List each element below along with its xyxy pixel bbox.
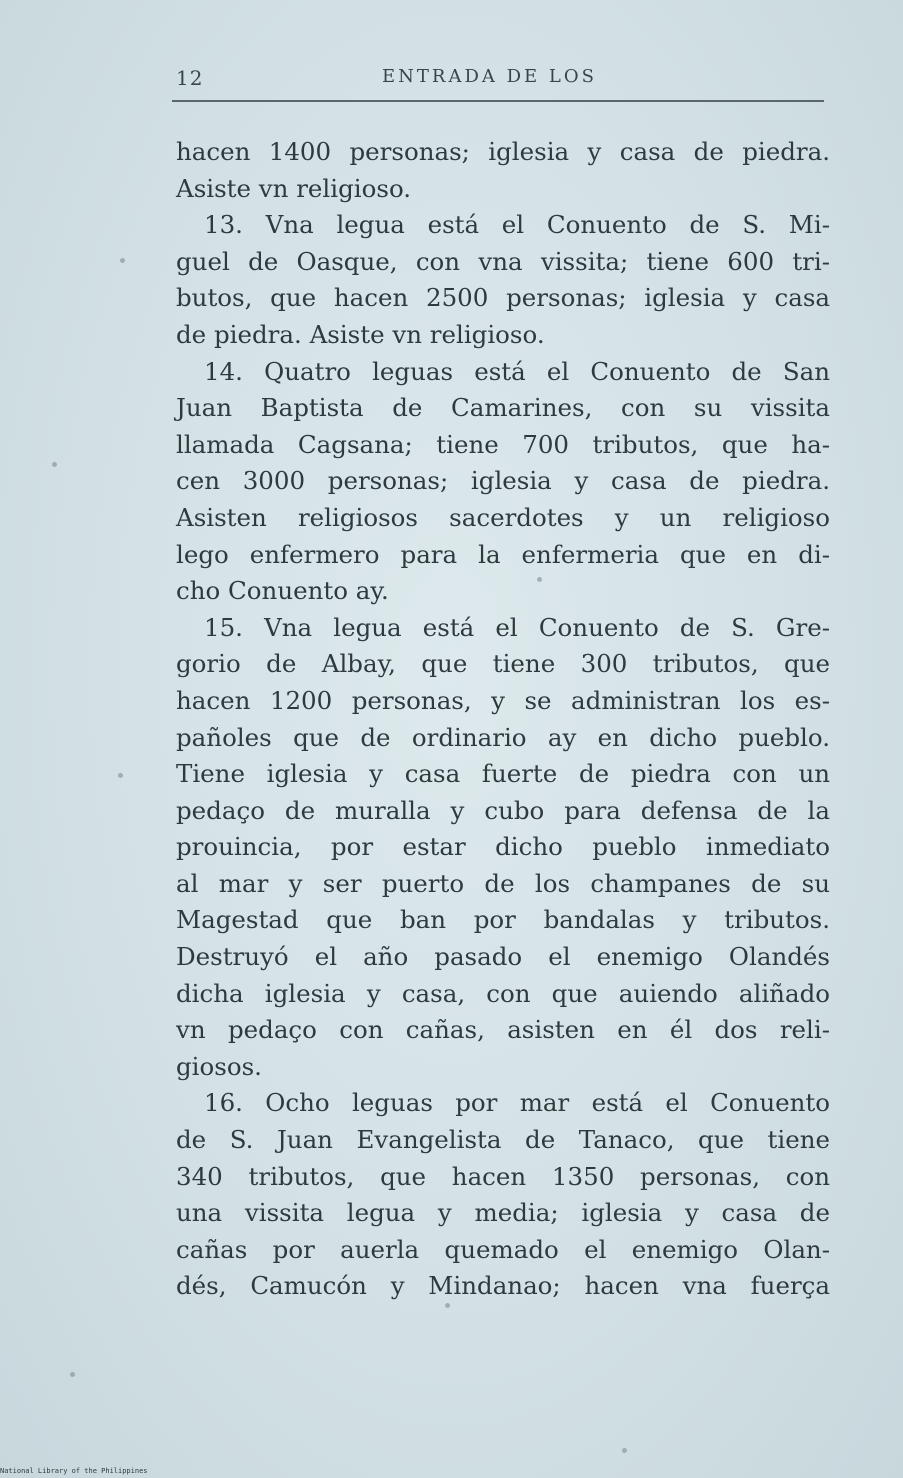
scan-speck — [70, 1372, 75, 1377]
text-line: dicha iglesia y casa, con que auiendo aliñado — [176, 978, 830, 1008]
running-head-title: ENTRADA DE LOS — [382, 66, 597, 87]
text-line: butos, que hacen 2500 personas; iglesia y casa — [176, 283, 830, 313]
text-line: Tiene iglesia y casa fuerte de piedra con un — [176, 759, 830, 789]
text-line: pañoles que de ordinario ay en dicho pueblo. — [176, 722, 830, 752]
footer-credit: National Library of the Philippines — [0, 1467, 148, 1475]
scan-speck — [118, 773, 123, 778]
text-line: gorio de Albay, que tiene 300 tributos, que — [176, 649, 830, 679]
running-head — [172, 64, 822, 100]
body-text — [176, 134, 830, 1305]
text-line: cen 3000 personas; iglesia y casa de piedra. — [176, 466, 830, 496]
scan-speck — [445, 1303, 450, 1308]
text-line: pedaço de muralla y cubo para defensa de la — [176, 795, 830, 825]
text-line: prouincia, por estar dicho pueblo inmediato — [176, 832, 830, 862]
text-line: 13. Vna legua está el Conuento de S. Mi- — [204, 210, 830, 240]
scan-speck — [622, 1448, 627, 1453]
header-rule — [172, 100, 824, 102]
scan-speck — [537, 577, 542, 582]
text-line: dés, Camucón y Mindanao; hacen vna fuerça — [176, 1271, 830, 1301]
text-line: cho Conuento ay. — [176, 576, 389, 606]
text-line: al mar y ser puerto de los champanes de su — [176, 868, 830, 898]
text-line: llamada Cagsana; tiene 700 tributos, que ha- — [176, 429, 830, 459]
scan-speck — [120, 258, 125, 263]
page-number: 12 — [176, 66, 204, 90]
text-line: Juan Baptista de Camarines, con su vissita — [176, 393, 830, 423]
text-line: guel de Oasque, con vna vissita; tiene 600 tri- — [176, 246, 830, 276]
text-line: 15. Vna legua está el Conuento de S. Gre- — [204, 612, 830, 642]
text-line: 14. Quatro leguas está el Conuento de San — [204, 356, 830, 386]
text-line: de S. Juan Evangelista de Tanaco, que tiene — [176, 1125, 830, 1155]
text-line: Destruyó el año pasado el enemigo Olandés — [176, 942, 830, 972]
text-line: lego enfermero para la enfermeria que en di- — [176, 539, 830, 569]
text-line: hacen 1200 personas, y se administran los es- — [176, 685, 830, 715]
text-line: 340 tributos, que hacen 1350 personas, con — [176, 1161, 830, 1191]
text-line: 16. Ocho leguas por mar está el Conuento — [204, 1088, 830, 1118]
text-line: vn pedaço con cañas, asisten en él dos reli- — [176, 1015, 830, 1045]
text-line: giosos. — [176, 1051, 262, 1081]
scan-speck — [52, 462, 57, 467]
text-line: cañas por auerla quemado el enemigo Olan- — [176, 1234, 830, 1264]
text-line: de piedra. Asiste vn religioso. — [176, 319, 545, 349]
text-line: Asisten religiosos sacerdotes y un religioso — [176, 502, 830, 532]
text-line: Magestad que ban por bandalas y tributos. — [176, 905, 830, 935]
text-line: Asiste vn religioso. — [176, 173, 412, 203]
text-line: hacen 1400 personas; iglesia y casa de piedra. — [176, 137, 830, 166]
text-line: una vissita legua y media; iglesia y casa de — [176, 1198, 830, 1228]
